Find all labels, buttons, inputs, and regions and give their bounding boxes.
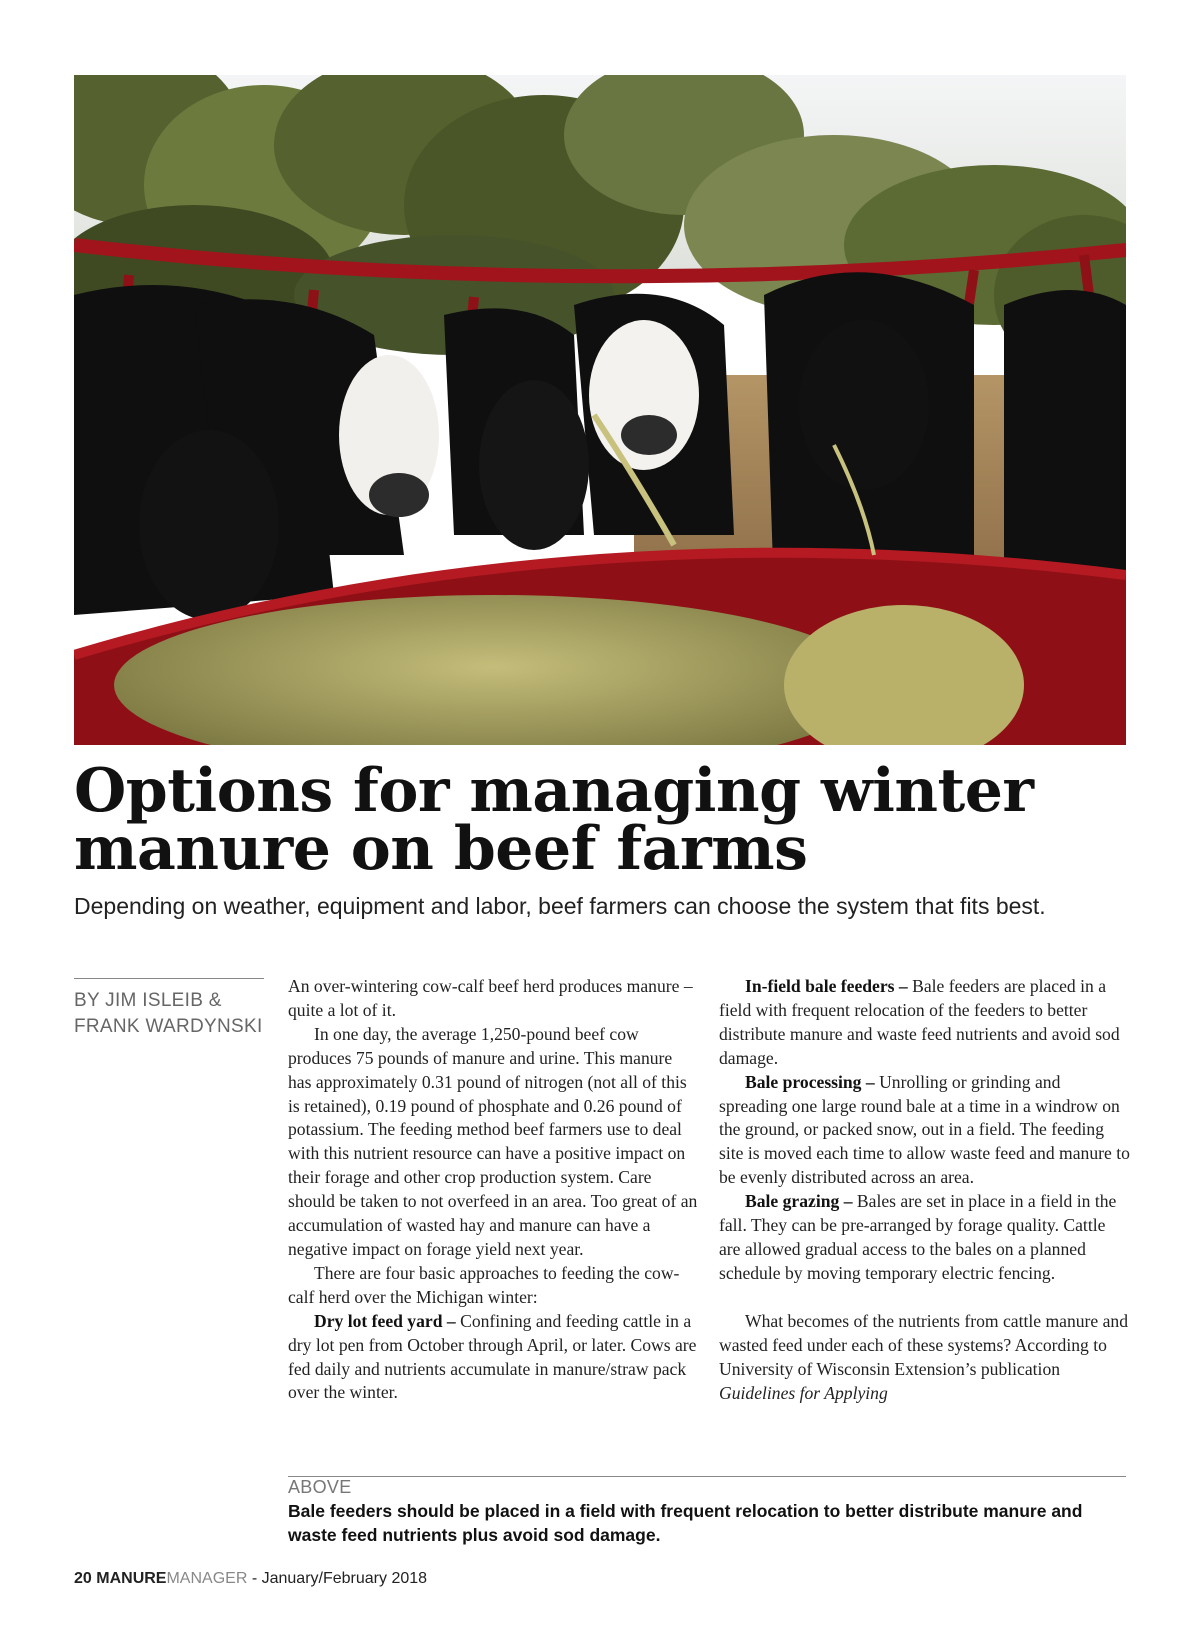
byline-line-2: FRANK WARDYNSKI — [74, 1016, 263, 1037]
article-deck: Depending on weather, equipment and labor, beef farmers can choose the system that fits best. — [74, 893, 1046, 919]
body-text: What becomes of the nutrients from cattle manure and wasted feed under each of these systems? According to University of Wisconsin Extension’s publication — [719, 1310, 1129, 1379]
run-in-body: Confining and feeding cattle in a dry lot pen from October through April, or later. Cows are fed daily and nutrients accumulate in manure/straw pack over the winter. — [288, 1310, 697, 1403]
caption-label: ABOVE — [288, 1477, 352, 1497]
cattle-hay-feeder-photo — [74, 75, 1126, 745]
body-paragraph-dry-lot — [288, 1310, 700, 1406]
run-in-body: Unrolling or grinding and spreading one large round bale at a time in a windrow on the ground, or packed snow, out in a field. The feeding site is moved each time to allow waste feed and manure to be evenly distributed across an area. — [719, 1071, 1130, 1188]
body-paragraph — [719, 1310, 1131, 1406]
body-column-2 — [719, 975, 1131, 1405]
run-in-body: Bale feeders are placed in a field with frequent relocation of the feeders to better distribute manure and waste feed nutrients and avoid sod damage. — [719, 976, 1120, 1068]
publication-title: Guidelines for Applying — [719, 1382, 888, 1403]
body-paragraph-bale-feeders — [719, 975, 1131, 1071]
article-title-line-1: Options for managing winter — [74, 756, 1034, 826]
run-in-head: Bale processing – — [745, 1071, 875, 1092]
body-paragraph: An over-wintering cow-calf beef herd produces manure – quite a lot of it. — [288, 976, 693, 1020]
run-in-head: In-field bale feeders – — [745, 976, 908, 996]
body-column-1 — [288, 975, 700, 1405]
body-paragraph-bale-grazing — [719, 1190, 1131, 1286]
article-title-line-2: manure on beef farms — [74, 814, 808, 884]
magazine-name-light: MANAGER — [166, 1570, 248, 1587]
byline-line-1: BY JIM ISLEIB & — [74, 990, 222, 1011]
run-in-head: Dry lot feed yard – — [314, 1310, 456, 1331]
page-number: 20 — [74, 1570, 92, 1587]
magazine-name-bold: MANURE — [96, 1570, 167, 1587]
run-in-head: Bale grazing – — [745, 1191, 853, 1212]
issue-date: - January/February 2018 — [251, 1570, 428, 1587]
body-paragraph: There are four basic approaches to feeding the cow-calf herd over the Michigan winter: — [288, 1262, 680, 1307]
caption-divider — [288, 1476, 1126, 1477]
body-paragraph: In one day, the average 1,250-pound beef cow produces 75 pounds of manure and urine. This manure has approximately 0.31 pound of nitrogen (not all of this is retained), 0.19 pound of phosphate and 0.26 pound of potassium. The feeding method beef farmers use to deal with this nutrient resource can have a positive impact on their forage and other crop production system. Care should be taken to not overfeed in an area. Too great of an accumulation of wasted hay and manure can have a negative impact on forage yield next year. — [288, 1023, 698, 1259]
byline — [74, 988, 274, 1040]
page-footer — [74, 1570, 427, 1588]
photo-caption: Bale feeders should be placed in a field with frequent relocation to better distribute manure and waste feed nutrients plus avoid sod damage. — [288, 1501, 1083, 1545]
body-paragraph-bale-processing — [719, 1071, 1131, 1191]
run-in-body: Bales are set in place in a field in the fall. They can be pre-arranged by forage quality. Cattle are allowed gradual access to the bales on a planned schedule by moving temporary electric fencing. — [719, 1191, 1117, 1283]
article-title — [74, 756, 1126, 884]
byline-divider — [74, 978, 264, 979]
